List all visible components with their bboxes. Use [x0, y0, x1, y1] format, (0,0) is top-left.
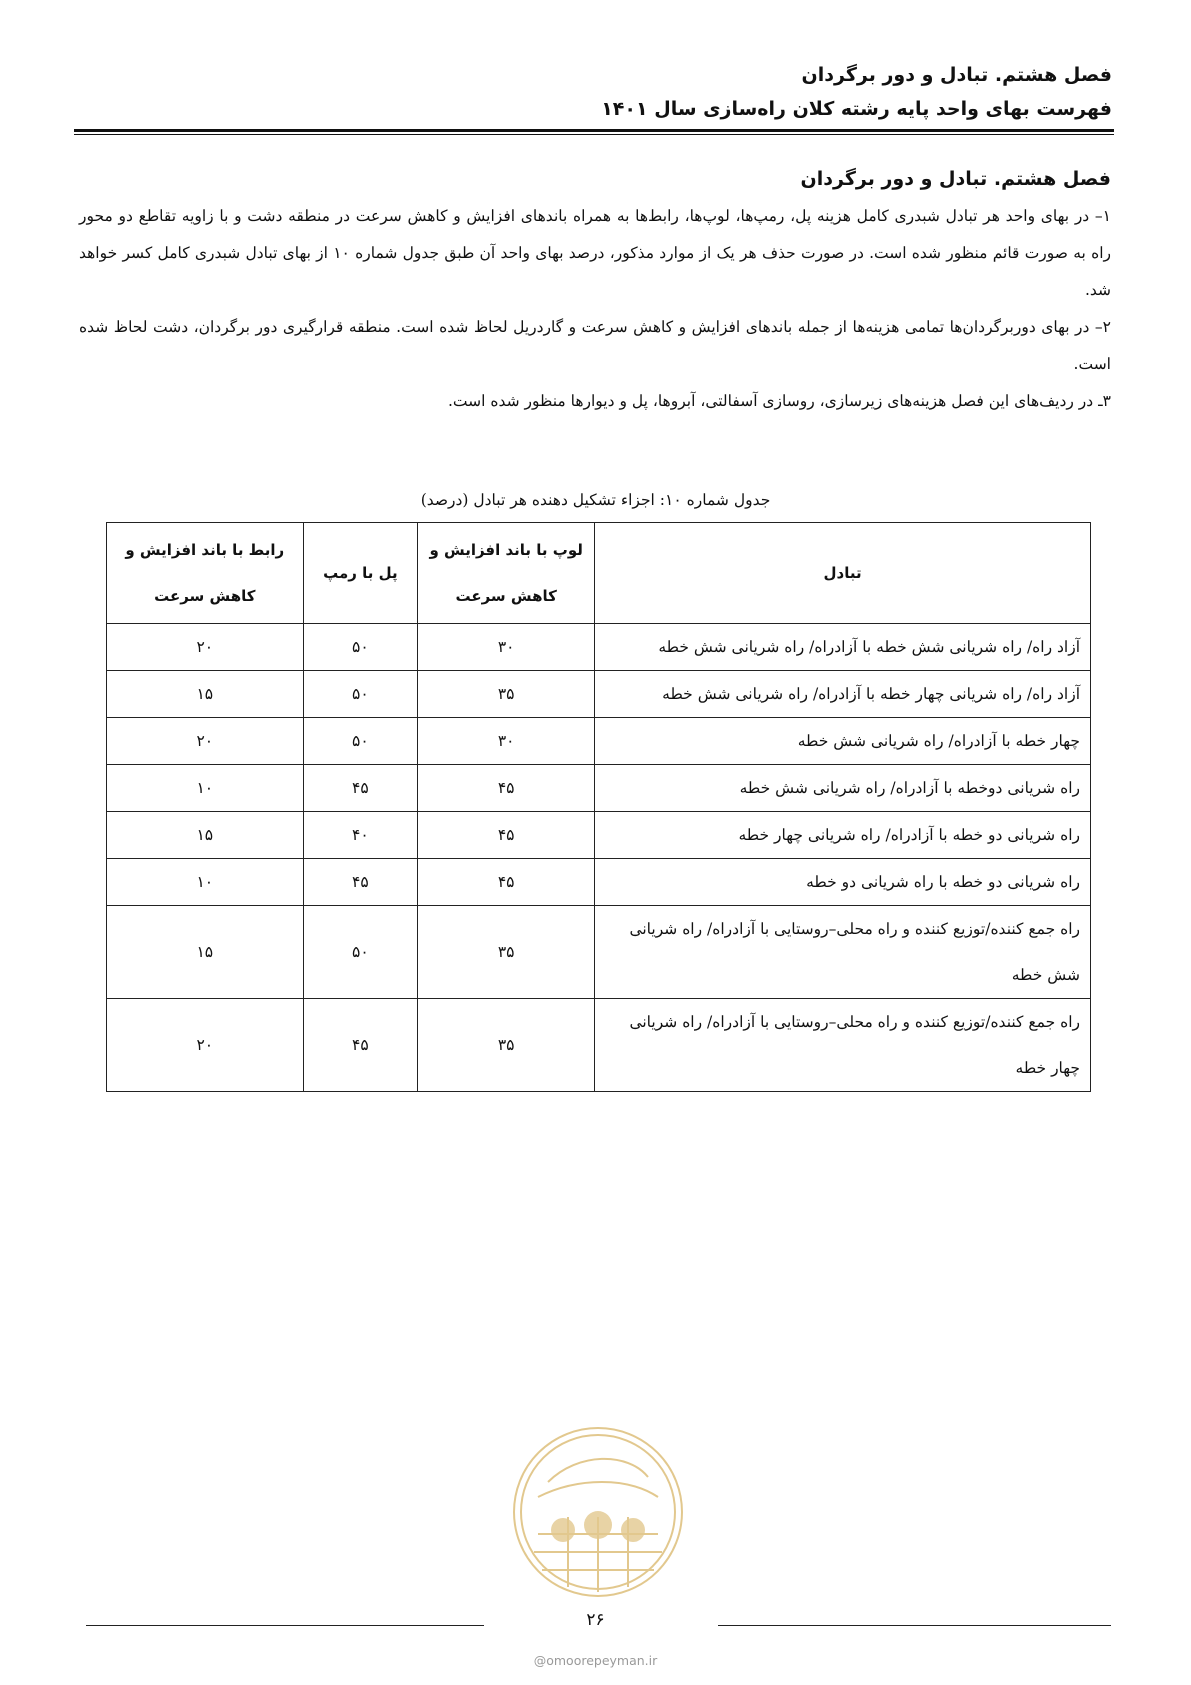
interchange-name-cell: آزاد راه/ راه شریانی چهار خطه با آزادراه/ راه شریانی شش خطه: [595, 671, 1091, 718]
interchange-name-cell: راه شریانی دو خطه با آزادراه/ راه شریانی چهار خطه: [595, 812, 1091, 859]
table-header-row: [107, 523, 1091, 624]
loop-percent-cell: ۳۵: [418, 999, 595, 1092]
omoore-peyman-logo-icon: [508, 1422, 688, 1602]
paragraph-3: ۳ـ در ردیف‌های این فصل هزینه‌های زیرسازی، روسازی آسفالتی، آبروها، پل و دیوارها منظور شده است.: [447, 392, 1111, 410]
link-percent-cell: ۱۵: [107, 671, 304, 718]
loop-percent-cell: ۳۵: [418, 906, 595, 999]
section-title: فصل هشتم. تبادل و دور برگردان: [800, 168, 1111, 190]
table-caption: جدول شماره ۱۰: اجزاء تشکیل دهنده هر تبادل (درصد): [420, 491, 771, 509]
header-document-title: فهرست بهای واحد پایه رشته کلان راه‌سازی سال ۱۴۰۱: [601, 98, 1112, 120]
table-row: [107, 812, 1091, 859]
bridge-percent-cell: ۴۵: [303, 999, 418, 1092]
interchange-name-cell: راه جمع کننده/توزیع کننده و راه محلی–روستایی با آزادراه/ راه شریانی شش خطه: [595, 906, 1091, 999]
table-row: [107, 999, 1091, 1092]
interchange-name-cell: چهار خطه با آزادراه/ راه شریانی شش خطه: [595, 718, 1091, 765]
table-row: [107, 765, 1091, 812]
interchange-name-cell: راه شریانی دوخطه با آزادراه/ راه شریانی شش خطه: [595, 765, 1091, 812]
link-percent-cell: ۱۵: [107, 812, 304, 859]
interchange-components-table: [106, 522, 1091, 1092]
table-row: [107, 859, 1091, 906]
loop-percent-cell: ۳۰: [418, 624, 595, 671]
header-loop: لوپ با باند افزایش و کاهش سرعت: [418, 523, 595, 624]
interchange-name-cell: آزاد راه/ راه شریانی شش خطه با آزادراه/ راه شریانی شش خطه: [595, 624, 1091, 671]
bridge-percent-cell: ۴۵: [303, 859, 418, 906]
header-chapter-title: فصل هشتم. تبادل و دور برگردان: [801, 64, 1112, 86]
bridge-percent-cell: ۴۵: [303, 765, 418, 812]
loop-percent-cell: ۴۵: [418, 765, 595, 812]
link-percent-cell: ۱۰: [107, 859, 304, 906]
link-percent-cell: ۱۵: [107, 906, 304, 999]
header-divider: [74, 129, 1114, 135]
page-header: [82, 58, 1112, 126]
footer-divider-right: [718, 1625, 1111, 1626]
footer-divider-left: [86, 1625, 484, 1626]
paragraph-2: ۲– در بهای دوربرگردان‌ها تمامی هزینه‌ها از جمله باندهای افزایش و کاهش سرعت و گاردریل لحاظ شده است. منطقه قرارگیری دور برگردان، دشت لحاظ شده است.: [79, 318, 1111, 373]
link-percent-cell: ۲۰: [107, 999, 304, 1092]
loop-percent-cell: ۳۰: [418, 718, 595, 765]
interchange-name-cell: راه جمع کننده/توزیع کننده و راه محلی–روستایی با آزادراه/ راه شریانی چهار خطه: [595, 999, 1091, 1092]
header-link: رابط با باند افزایش و کاهش سرعت: [107, 523, 304, 624]
link-percent-cell: ۲۰: [107, 718, 304, 765]
loop-percent-cell: ۴۵: [418, 812, 595, 859]
table-row: [107, 718, 1091, 765]
interchange-name-cell: راه شریانی دو خطه با راه شریانی دو خطه: [595, 859, 1091, 906]
link-percent-cell: ۲۰: [107, 624, 304, 671]
table-row: [107, 624, 1091, 671]
loop-percent-cell: ۳۵: [418, 671, 595, 718]
paragraph-1: ۱– در بهای واحد هر تبادل شبدری کامل هزینه پل، رمپ‌ها، لوپ‌ها، رابط‌ها به همراه باندهای افزایش و کاهش سرعت در منطقه دشت و با زاویه تقاطع دو محور راه به صورت قائم منظور شده است. در صورت حذف هر یک از موارد مذکور، درصد بهای واحد آن طبق جدول شماره ۱۰ از بهای تبادل شبدری کامل کسر خواهد شد.: [79, 207, 1111, 299]
main-content: [79, 164, 1111, 420]
link-percent-cell: ۱۰: [107, 765, 304, 812]
bridge-percent-cell: ۴۰: [303, 812, 418, 859]
bridge-percent-cell: ۵۰: [303, 671, 418, 718]
bridge-percent-cell: ۵۰: [303, 718, 418, 765]
header-interchange: تبادل: [595, 523, 1091, 624]
loop-percent-cell: ۴۵: [418, 859, 595, 906]
header-bridge: پل با رمپ: [303, 523, 418, 624]
table-row: [107, 906, 1091, 999]
bridge-percent-cell: ۵۰: [303, 624, 418, 671]
footer-website: @omoorepeyman.ir: [533, 1653, 658, 1668]
bridge-percent-cell: ۵۰: [303, 906, 418, 999]
page-number: ۲۶: [586, 1610, 605, 1630]
table-row: [107, 671, 1091, 718]
